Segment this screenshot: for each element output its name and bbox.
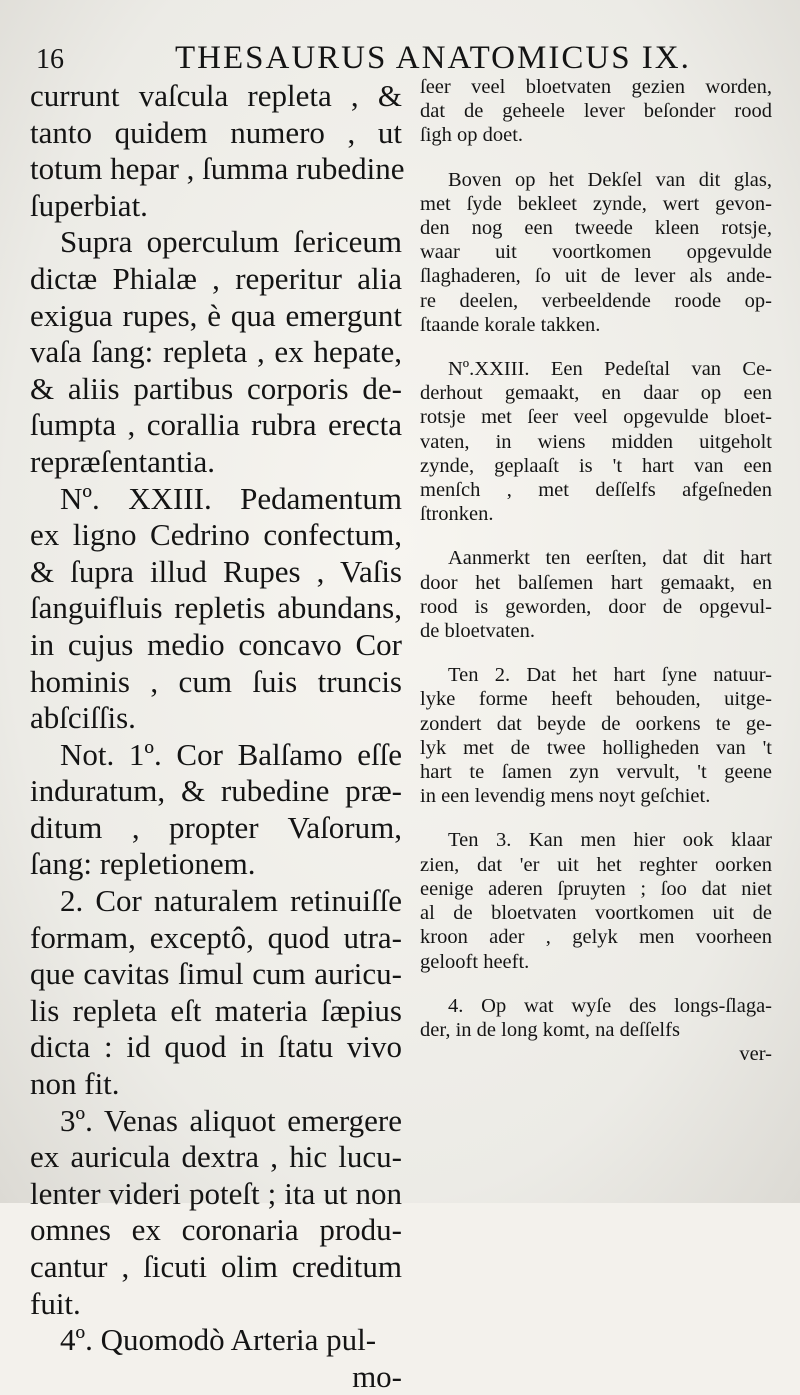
text-line: ſtronken.	[420, 503, 494, 526]
text-line: & ſupra illud Rupes , Vaſis	[30, 553, 402, 589]
text-line: der, in de long komt, na deſſelfs	[420, 1018, 680, 1041]
text-line: ſlaghaderen, ſo uit de lever als ande-	[420, 265, 772, 288]
paragraph	[420, 663, 772, 808]
text-line: Not. 1º. Cor Balſamo eſſe	[60, 736, 402, 772]
text-line: vaſa ſang: repleta , ex hepate,	[30, 334, 402, 370]
text-line: fuit.	[30, 1285, 81, 1321]
text-line: induratum, & rubedine præ-	[30, 773, 402, 809]
paragraph	[420, 994, 772, 1042]
text-line: in een levendig mens noyt geſchiet.	[420, 785, 711, 808]
text-line: lyk met de twee holligheden van 't	[420, 736, 772, 759]
text-line: in cujus medio concavo Cor	[30, 626, 402, 662]
paragraph	[420, 357, 772, 526]
text-line: met ſyde bekleet zynde, wert gevon-	[420, 192, 772, 215]
paragraph-gap	[420, 526, 772, 546]
paragraph	[420, 828, 772, 973]
text-line: omnes ex coronaria produ-	[30, 1212, 402, 1248]
paragraph	[30, 1103, 402, 1323]
text-line: tanto quidem numero , ut	[30, 114, 402, 150]
text-line: Supra operculum ſericeum	[60, 224, 402, 260]
text-line: rotsje met ſeer veel opgevulde bloet-	[420, 406, 772, 429]
text-line: door het balſemen hart gemaakt, en	[420, 571, 772, 594]
paragraph	[420, 75, 772, 148]
text-line: Ten 3. Kan men hier ook klaar	[448, 829, 772, 852]
text-line: abſciſſis.	[30, 700, 136, 736]
text-line: ſtaande korale takken.	[420, 313, 601, 336]
text-line: zondert dat beyde de oorkens te ge-	[420, 712, 772, 735]
text-line: gelooft heeft.	[420, 950, 530, 973]
paragraph-gap	[420, 643, 772, 663]
text-line: 4º. Quomodò Arteria pul-	[60, 1322, 377, 1358]
paragraph	[30, 481, 402, 737]
paragraph	[30, 1322, 402, 1359]
text-line: hominis , cum ſuis truncis	[30, 663, 402, 699]
text-line: re deelen, verbeeldende roode op-	[420, 289, 772, 312]
text-line: ſuperbiat.	[30, 187, 148, 223]
text-line: dat de geheele lever beſonder rood	[420, 100, 772, 123]
text-line: zynde, geplaaſt is 't hart van een	[420, 454, 772, 477]
text-line: Boven op het Dekſel van dit glas,	[448, 168, 772, 191]
text-line: ſeer veel bloetvaten gezien worden,	[420, 76, 772, 98]
text-line: exigua rupes, è qua emergunt	[30, 297, 402, 333]
text-line: ſumpta , corallia rubra erecta	[30, 407, 402, 443]
text-line: Ten 2. Dat het hart ſyne natuur-	[448, 664, 772, 687]
text-line: lis repleta eſt materia ſæpius	[30, 992, 402, 1028]
text-line: rood is geworden, door de opgevul-	[420, 595, 772, 618]
text-line: repræſentantia.	[30, 443, 216, 479]
text-line: ex auricula dextra , hic lucu-	[30, 1139, 402, 1175]
catchword: ver-	[739, 1043, 772, 1066]
page-number: 16	[36, 44, 64, 75]
text-line: Nº.XXIII. Een Pedeſtal van Ce-	[448, 358, 772, 381]
paragraph	[420, 168, 772, 337]
running-title: THESAURUS ANATOMICUS IX.	[175, 40, 691, 76]
text-line: ſanguifluis repletis abundans,	[30, 590, 402, 626]
text-line: zien, dat 'er uit het reghter oorken	[420, 853, 772, 876]
paragraph-gap	[420, 337, 772, 357]
text-line: 4. Op wat wyſe des longs-ſlaga-	[448, 994, 772, 1017]
text-line: waar uit voortkomen opgevulde	[420, 241, 772, 264]
text-line: derhout gemaakt, en daar op een	[420, 382, 772, 405]
text-line: Nº. XXIII. Pedamentum	[60, 480, 402, 516]
text-line: 3º. Venas aliquot emergere	[60, 1102, 402, 1138]
text-line: cantur , ſicuti olim creditum	[30, 1249, 402, 1284]
text-line: vaten, in wiens midden uitgeholt	[420, 430, 772, 453]
text-line: Aanmerkt ten eerſten, dat dit hart	[448, 547, 772, 570]
paragraph-gap	[420, 148, 772, 168]
text-line: totum hepar , ſumma rubedine	[30, 151, 405, 187]
paragraph	[30, 224, 402, 480]
text-line: non fit.	[30, 1066, 120, 1102]
text-line: ſang: repletionem.	[30, 846, 256, 882]
catchword: mo-	[352, 1358, 402, 1394]
text-line: que cavitas ſimul cum auricu-	[30, 956, 402, 992]
text-line: ex ligno Cedrino confectum,	[30, 517, 402, 553]
text-line: den nog een tweede kleen rotsje,	[420, 217, 772, 240]
page-header	[30, 38, 770, 80]
paragraph	[30, 883, 402, 1103]
text-line: lenter videri poteſt ; ita ut non	[30, 1175, 402, 1211]
text-line: ditum , propter Vaſorum,	[30, 809, 402, 845]
text-line: formam, exceptô, quod utra-	[30, 919, 402, 955]
text-line: currunt vaſcula repleta , &	[30, 78, 402, 113]
dutch-column	[420, 75, 772, 1066]
text-line: hart te ſamen zyn vervult, 't geene	[420, 761, 772, 784]
text-line: menſch , met deſſelfs afgeſneden	[420, 479, 772, 502]
text-line: de bloetvaten.	[420, 620, 535, 643]
text-line: al de bloetvaten voortkomen uit de	[420, 902, 772, 925]
text-line: dictæ Phialæ , reperitur alia	[30, 260, 402, 296]
paragraph-gap	[420, 808, 772, 828]
paragraph	[30, 737, 402, 883]
paragraph-gap	[420, 974, 772, 994]
text-line: lyke forme heeft behouden, uitge-	[420, 688, 772, 711]
text-line: kroon ader , gelyk men voorheen	[420, 926, 772, 949]
text-line: 2. Cor naturalem retinuiſſe	[60, 883, 402, 919]
paragraph	[420, 546, 772, 643]
text-line: ſigh op doet.	[420, 124, 524, 147]
paragraph	[30, 78, 405, 224]
text-line: & aliis partibus corporis de-	[30, 370, 402, 406]
text-line: dicta : id quod in ſtatu vivo	[30, 1029, 402, 1065]
latin-column	[30, 78, 405, 1395]
text-line: eenige aderen ſpruyten ; ſoo dat niet	[420, 877, 772, 900]
